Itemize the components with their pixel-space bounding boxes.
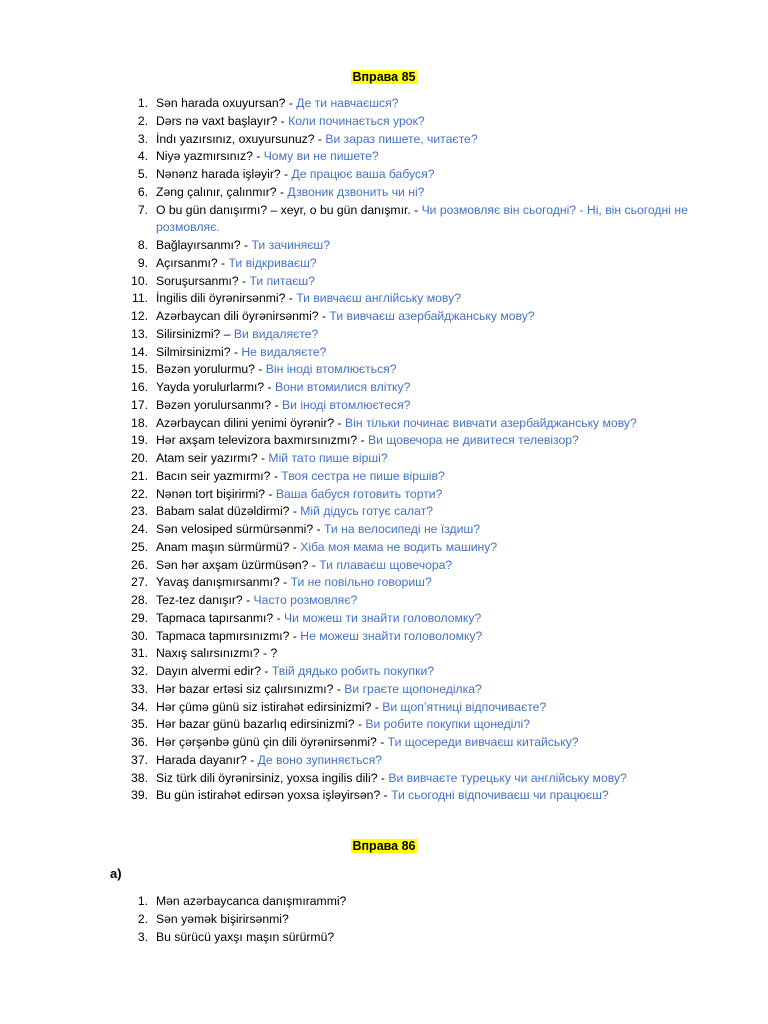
ukrainian-translation: Ви граєте щопонеділка? (344, 681, 482, 696)
azerbaijani-question: Hər çərşənbə günü çin dili öyrənirsənmi? - (156, 735, 388, 749)
list-item (0, 893, 716, 911)
item-number: 16. (131, 380, 148, 394)
azerbaijani-question: Silirsinizmi? – (156, 326, 234, 341)
item-number: 26. (131, 557, 148, 572)
item-number: 31. (131, 646, 148, 661)
item-number: 30. (131, 628, 148, 643)
exercise-86-title: Вправа 86 (352, 839, 416, 853)
list-item (0, 450, 716, 468)
ukrainian-translation: Ти сьогодні відпочиваєш чи працюєш? (391, 788, 609, 803)
ukrainian-translation: Твоя сестра не пише віршів? (281, 468, 445, 483)
item-number: 4. (137, 149, 148, 164)
item-number: 7. (137, 202, 148, 217)
ukrainian-translation: Чи розмовляє він сьогодні? - Ні, він сьогодні не розмовляє. (156, 202, 688, 235)
list-item (0, 255, 716, 273)
item-number: 28. (131, 593, 148, 607)
item-number: 11. (131, 291, 148, 306)
list-item (0, 237, 716, 255)
list-item (0, 273, 716, 291)
item-number: 2. (137, 911, 148, 926)
list-item (0, 911, 716, 929)
ukrainian-translation: Хіба моя мама не водить машину? (300, 539, 498, 554)
ukrainian-translation: Ти на велосипеді не їздиш? (324, 522, 481, 536)
item-number: 24. (131, 522, 148, 536)
list-item (0, 681, 716, 699)
ukrainian-translation: Чому ви не пишете? (263, 149, 379, 164)
list-item (0, 539, 716, 557)
item-number: 10. (131, 273, 148, 288)
ukrainian-translation: Де воно зупиняється? (257, 752, 382, 767)
item-number: 33. (131, 681, 148, 696)
list-item (0, 432, 716, 450)
item-number: 6. (137, 184, 148, 199)
list-item (0, 787, 716, 805)
azerbaijani-question: O bu gün danışırmı? – xeyr, o bu gün danışmır. - (156, 202, 422, 217)
ukrainian-translation: Не видаляєте? (241, 344, 327, 359)
azerbaijani-question: Dayın alvermi edir? - (156, 664, 272, 678)
azerbaijani-question: İndı yazırsınız, oxuyursunuz? - (156, 131, 326, 146)
list-item (0, 113, 716, 131)
azerbaijani-question: Bacın seir yazmırmı? - (156, 468, 282, 483)
exercise-86-list (0, 893, 768, 946)
list-item (0, 557, 716, 575)
ukrainian-translation: Ви видаляєте? (233, 326, 319, 341)
list-item (0, 468, 716, 486)
azerbaijani-question: Silmirsinizmi? - (156, 344, 242, 359)
item-number: 5. (137, 167, 148, 181)
item-number: 29. (131, 610, 148, 625)
azerbaijani-question: Niyə yazmırsınız? - (156, 149, 264, 164)
ukrainian-translation: Дзвоник дзвонить чи ні? (287, 184, 425, 199)
item-number: 3. (137, 131, 148, 146)
list-item (0, 521, 716, 539)
azerbaijani-question: Azərbaycan dilini yenimi öyrənir? - (156, 415, 345, 430)
ukrainian-translation: Мій дідусь готує салат? (300, 504, 434, 519)
azerbaijani-question: Azərbaycan dili öyrənirsənmi? - (156, 309, 330, 323)
azerbaijani-question: Siz türk dili öyrənirsiniz, yoxsa ingilis dili? - (156, 770, 389, 785)
list-item (0, 415, 716, 433)
azerbaijani-question: Sən harada oxuyursan? - (156, 96, 297, 110)
ukrainian-translation: Ти щосереди вивчаєш китайську? (387, 735, 579, 749)
list-item (0, 574, 716, 592)
list-item (0, 734, 716, 752)
exercise-85-list (0, 95, 768, 805)
item-number: 1. (137, 96, 148, 110)
ukrainian-translation: Ти вивчаєш англійську мову? (296, 291, 461, 306)
item-number: 27. (131, 575, 148, 590)
ukrainian-translation: Ти не повільно говориш? (290, 575, 432, 590)
ukrainian-translation: Ви робите покупки щонеділі? (365, 717, 530, 732)
exercise-85-title: Вправа 85 (352, 70, 416, 84)
ukrainian-translation: Мій тато пише вірші? (268, 451, 388, 465)
list-item (0, 663, 716, 681)
list-item (0, 131, 716, 149)
azerbaijani-question: Sən hər axşam üzürmüsən? - (156, 557, 320, 572)
azerbaijani-question: Mən azərbaycanca danışmırammi? (156, 894, 347, 908)
azerbaijani-question: Atam seir yazırmı? - (156, 451, 269, 465)
item-number: 39. (131, 788, 148, 803)
item-number: 36. (131, 735, 148, 749)
list-item (0, 184, 716, 202)
item-number: 1. (137, 894, 148, 908)
item-number: 9. (137, 255, 148, 270)
list-item (0, 770, 716, 788)
ukrainian-translation: Ви іноді втомлюєтеся? (282, 397, 411, 412)
ukrainian-translation: Ти вивчаєш азербайджанську мову? (329, 309, 535, 323)
list-item (0, 308, 716, 326)
azerbaijani-question: Hər çümə günü siz istirahət edirsinizmi? - (156, 699, 383, 714)
list-item (0, 290, 716, 308)
azerbaijani-question: Harada dayanır? - (156, 752, 258, 767)
azerbaijani-question: Bağlayırsanmı? - (156, 238, 252, 252)
ukrainian-translation: Ви щоп’ятниці відпочиваєте? (382, 699, 547, 714)
item-number: 13. (131, 326, 148, 341)
ukrainian-translation: Ваша бабуся готовить торти? (275, 486, 443, 501)
ukrainian-translation: Часто розмовляє? (253, 593, 358, 607)
item-number: 32. (131, 664, 148, 678)
azerbaijani-question: Yavaş danışmırsanmı? - (156, 575, 291, 590)
item-number: 21. (131, 468, 148, 483)
azerbaijani-question: Soruşursanmı? - (156, 273, 250, 288)
azerbaijani-question: Naxış salırsınızmı? - ? (156, 646, 278, 661)
list-item (0, 628, 716, 646)
azerbaijani-question: Hər axşam televizora baxmırsınızmı? - (156, 433, 368, 448)
item-number: 2. (137, 113, 148, 128)
azerbaijani-question: İngilis dili öyrənirsənmi? - (156, 291, 297, 306)
list-item (0, 148, 716, 166)
item-number: 3. (137, 929, 148, 944)
item-number: 15. (131, 362, 148, 377)
list-item (0, 486, 716, 504)
ukrainian-translation: Де працює ваша бабуся? (291, 167, 435, 181)
item-number: 25. (131, 539, 148, 554)
item-number: 18. (131, 415, 148, 430)
azerbaijani-question: Tez-tez danışır? - (156, 593, 254, 607)
item-number: 38. (131, 770, 148, 785)
ukrainian-translation: Ти плаваєш щовечора? (319, 557, 453, 572)
azerbaijani-question: Dərs nə vaxt başlayır? - (156, 113, 289, 128)
item-number: 14. (131, 344, 148, 359)
ukrainian-translation: Ви зараз пишете, читаєте? (325, 131, 478, 146)
list-item (0, 699, 716, 717)
list-item (0, 202, 716, 238)
ukrainian-translation: Чи можеш ти знайти головоломку? (284, 610, 482, 625)
item-number: 12. (131, 309, 148, 323)
ukrainian-translation: Він тільки починає вивчати азербайджанську мову? (344, 415, 637, 430)
azerbaijani-question: Bu sürücü yaxşı maşın sürürmü? (156, 929, 335, 944)
ukrainian-translation: Ти відкриваєш? (228, 255, 317, 270)
azerbaijani-question: Nənən tort bişirirmi? - (156, 486, 276, 501)
ukrainian-translation: Ви вивчаєте турецьку чи англійську мову? (388, 770, 627, 785)
ukrainian-translation: Коли починається урок? (288, 113, 425, 128)
list-item (0, 929, 716, 947)
ukrainian-translation: Він іноді втомлюється? (265, 362, 397, 377)
azerbaijani-question: Tapmaca tapırsanmı? - (156, 610, 285, 625)
azerbaijani-question: Açırsanmı? - (156, 255, 229, 270)
list-item (0, 95, 716, 113)
azerbaijani-question: Bu gün istirahət edirsən yoxsa işləyirsən? - (156, 788, 392, 803)
ukrainian-translation: Не можеш знайти головоломку? (300, 628, 483, 643)
azerbaijani-question: Yayda yorulurlarmı? - (156, 380, 275, 394)
azerbaijani-question: Anam maşın sürmürmü? - (156, 539, 301, 554)
azerbaijani-question: Tapmaca tapmırsınızmı? - (156, 628, 301, 643)
item-number: 23. (131, 504, 148, 519)
item-number: 20. (131, 451, 148, 465)
list-item (0, 752, 716, 770)
azerbaijani-question: Babam salat düzəldirmi? - (156, 504, 301, 519)
azerbaijani-question: Zəng çalınır, çalınmır? - (156, 184, 288, 199)
item-number: 17. (131, 397, 148, 412)
item-number: 19. (131, 433, 148, 448)
item-number: 8. (137, 238, 148, 252)
ukrainian-translation: Де ти навчаєшся? (296, 96, 399, 110)
ukrainian-translation: Ти питаєш? (249, 273, 315, 288)
azerbaijani-question: Nənənz harada işləyir? - (156, 167, 292, 181)
list-item (0, 503, 716, 521)
exercise-86-subheading: a) (110, 866, 122, 881)
list-item (0, 592, 716, 610)
exercise-86-heading (0, 838, 768, 854)
azerbaijani-question: Hər bazar günü bazarlıq edirsinizmi? - (156, 717, 366, 732)
list-item (0, 379, 716, 397)
item-number: 34. (131, 699, 148, 714)
ukrainian-translation: Твій дядько робить покупки? (271, 664, 435, 678)
list-item (0, 397, 716, 415)
item-number: 35. (131, 717, 148, 732)
list-item (0, 326, 716, 344)
ukrainian-translation: Ви щовечора не дивитеся телевізор? (367, 433, 579, 448)
ukrainian-translation: Вони втомилися влітку? (274, 380, 411, 394)
list-item (0, 610, 716, 628)
exercise-85-heading (0, 69, 768, 85)
list-item (0, 716, 716, 734)
azerbaijani-question: Bəzən yorulurmu? - (156, 362, 266, 377)
item-number: 22. (131, 486, 148, 501)
azerbaijani-question: Sən velosiped sürmürsənmi? - (156, 522, 324, 536)
item-number: 37. (131, 752, 148, 767)
list-item (0, 361, 716, 379)
list-item (0, 344, 716, 362)
ukrainian-translation: Ти зачиняєш? (251, 238, 330, 252)
list-item (0, 645, 716, 663)
azerbaijani-question: Hər bazar ertəsi siz çalırsınızmı? - (156, 681, 345, 696)
list-item (0, 166, 716, 184)
azerbaijani-question: Bəzən yorulursanmı? - (156, 397, 282, 412)
azerbaijani-question: Sən yəmək bişirirsənmi? (156, 911, 289, 926)
